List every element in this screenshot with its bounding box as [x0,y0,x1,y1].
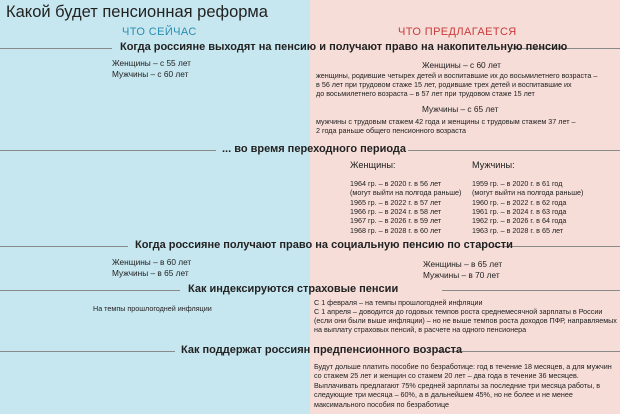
transition-women-note: (могут выйти на полгода раньше) [350,188,462,197]
proposed-support-5: максимального пособия по безработице [314,400,450,409]
transition-women-1966: 1966 гр. – в 2024 г. в 58 лет [350,207,442,216]
transition-women-1967: 1967 гр. – в 2026 г. в 59 лет [350,216,442,225]
proposed-men-detail-1: мужчины с трудовым стажем 42 года и женщины с трудовым стажем 37 лет – [316,117,576,126]
proposed-support-1: Будут дольше платить пособие по безработице: год в течение 18 месяцев, а для мужчин [314,362,612,371]
proposed-women-detail-3: до восьмилетнего возраста – в 57 лет при трудовом стаже 15 лет [316,89,535,98]
proposed-social-men: Мужчины – в 70 лет [423,270,500,280]
section-rule [0,48,112,49]
proposed-men-age: Мужчины – с 65 лет [422,104,499,114]
page-title: Какой будет пенсионная реформа [6,3,268,21]
transition-women-1964: 1964 гр. – в 2020 г. в 56 лет [350,179,442,188]
proposed-women-detail-1: женщины, родившие четырех детей и воспитавшие их до восьмилетнего возраста – [316,71,598,80]
section-title-indexation: Как индексируются страховые пенсии [188,283,399,295]
section-rule [0,351,175,352]
proposed-men-detail-2: 2 года раньше общего пенсионного возраста [316,126,466,135]
transition-men-1960: 1960 гр. – в 2022 г. в 62 года [472,198,567,207]
transition-men-note: (могут выйти на полгода раньше) [472,188,584,197]
column-header-proposed: ЧТО ПРЕДЛАГАЕТСЯ [398,26,517,38]
proposed-indexation-4: на выплату страховых пенсий, в расчете на одного пенсионера [314,325,527,334]
transition-men-1959: 1959 гр. – в 2020 г. в 61 год [472,179,563,188]
proposed-women-detail-2: в 56 лет при трудовом стаже 15 лет, родившие трех детей и воспитавшие их [316,80,572,89]
proposed-indexation-2: С 1 апреля – доводится до годовых темпов роста среднемесячной зарплаты в России [314,307,603,316]
transition-men-1962: 1962 гр. – в 2026 г. в 64 года [472,216,567,225]
now-indexation: На темпы прошлогодней инфляции [93,304,212,313]
proposed-support-4: следующие три месяца – 60%, а в дальнейшем 45%, но не более и не менее [314,390,573,399]
section-rule [438,351,620,352]
now-men-age: Мужчины – с 60 лет [112,69,189,79]
transition-men-1963: 1963 гр. – в 2028 г. в 65 лет [472,226,564,235]
proposed-women-age: Женщины – с 60 лет [422,60,501,70]
transition-men-label: Мужчины: [472,160,515,170]
section-rule [494,246,620,247]
transition-women-label: Женщины: [350,160,396,170]
transition-women-1968: 1968 гр. – в 2028 г. в 60 лет [350,226,442,235]
section-rule [0,290,180,291]
transition-men-1961: 1961 гр. – в 2024 г. в 63 года [472,207,567,216]
proposed-indexation-3: (если они были выше инфляции) – но не выше темпов роста доходов ПФР, направляемых [314,316,617,325]
transition-women-1965: 1965 гр. – в 2022 г. в 57 лет [350,198,442,207]
section-rule [408,150,620,151]
column-header-now: ЧТО СЕЙЧАС [122,26,197,38]
proposed-social-women: Женщины – в 65 лет [423,259,503,269]
proposed-support-3: Выплачивать предлагают 75% средней зарплаты за последние три месяца работы, в [314,381,601,390]
proposed-support-2: со стажем 25 лет и женщин со стажем 20 лет – два года в течение 36 месяцев. [314,371,579,380]
section-title-retirement-age: Когда россияне выходят на пенсию и получают право на накопительную пенсию [120,41,568,53]
section-rule [0,246,128,247]
section-rule [442,290,620,291]
section-title-pre-retirement-support: Как поддержат россиян предпенсионного возраста [181,344,463,356]
section-title-transition-period: ... во время переходного периода [222,143,407,155]
now-social-women: Женщины – в 60 лет [112,257,192,267]
now-women-age: Женщины – с 55 лет [112,58,191,68]
proposed-indexation-1: С 1 февраля – на темпы прошлогодней инфляции [314,298,483,307]
section-title-social-pension: Когда россияне получают право на социальную пенсию по старости [135,239,513,251]
section-rule [0,150,216,151]
now-social-men: Мужчины – в 65 лет [112,268,189,278]
